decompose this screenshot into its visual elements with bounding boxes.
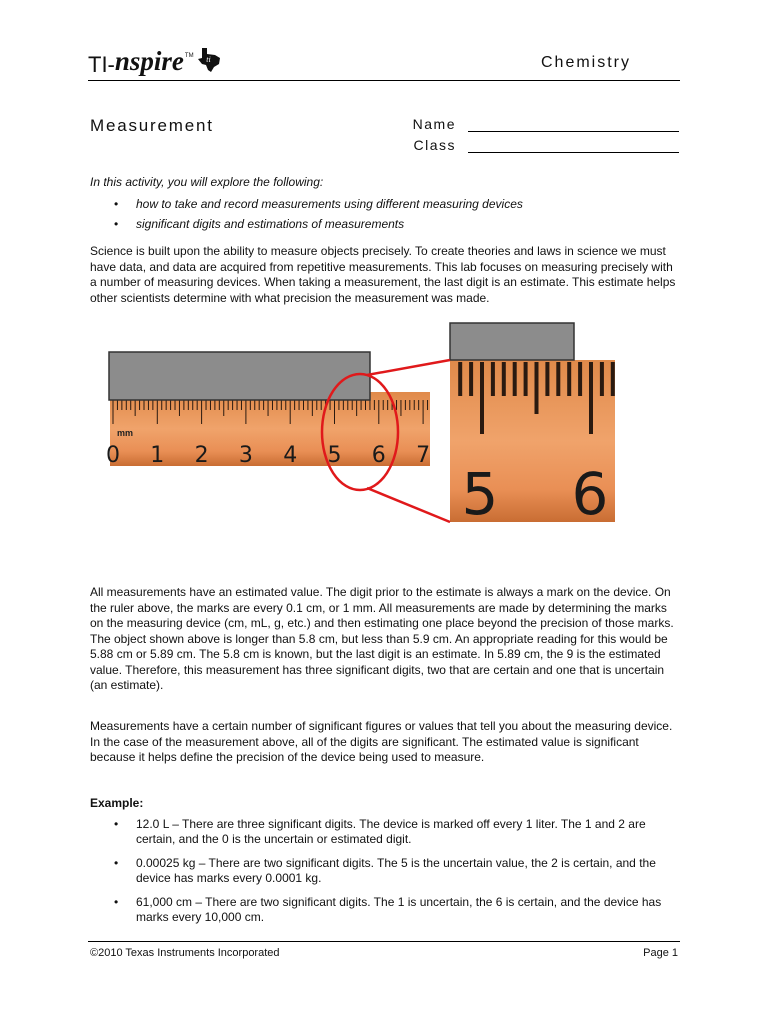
bullet-icon: • [114,197,119,211]
zoom-ruler-tick [545,362,549,396]
zoom-ruler-tick [535,362,539,414]
zoom-ruler-tick [578,362,582,396]
ti-nspire-logo [88,44,222,84]
zoom-ruler-tick [556,362,560,396]
bullet-icon: • [114,895,119,909]
footer-page-number: Page 1 [643,947,678,959]
zoom-ruler-tick [458,362,462,396]
class-field[interactable] [468,152,679,153]
zoom-ruler-tick [513,362,517,396]
paragraph-intro: Science is built upon the ability to measure objects precisely. To create theories and laws in science we must have data, and data are acquired from repetitive measurements. This lab focuses on measuring precisely with a number of measuring devices. When taking a measurement, the last digit is an estimate. This estimate helps other scientists determine with what precision the measurement was made. [90,244,676,305]
name-label: Name [412,116,456,132]
ruler-number: 5 [327,443,342,468]
page-title: Measurement [90,116,214,135]
zoom-ruler-tick [469,362,473,396]
zoom-connector-bottom [367,488,450,522]
intro-bullet [114,217,405,231]
ruler-number: 4 [283,443,298,468]
brand-nspire: nspire [114,46,184,76]
paragraph-estimation: All measurements have an estimated value. The digit prior to the estimate is always a mark on the device. On the ruler above, the marks are every 0.1 cm, or 1 mm. All measurements are made by determining the marks on the measuring device (cm, mL, g, etc.) and then estimating one place beyond the precision of those marks. The object shown above is longer than 5.8 cm, but less than 5.9 cm. An appropriate reading for this would be 5.88 cm or 5.89 cm. The 5.8 cm is known, but the last digit is an estimate. In 5.89 cm, the 9 is the estimated value. Therefore, this measurement has three significant digits, two that are certain and one that is uncertain (an estimate). [90,585,674,692]
footer-copyright: ©2010 Texas Instruments Incorporated [90,947,280,959]
svg-text:ti: ti [205,55,211,64]
header-divider [88,80,680,81]
zoom-connector-top [367,360,450,375]
zoom-ruler-tick [502,362,506,396]
zoom-ruler-tick [600,362,604,396]
zoom-ruler-tick [480,362,484,434]
example-item-text: 61,000 cm – There are two significant digits. The 1 is uncertain, the 6 is certain, and the device has marks every 10,000 cm. [136,895,662,924]
ruler-figure [105,320,625,525]
example-item-text: 0.00025 kg – There are two significant digits. The 5 is the uncertain value, the 2 is certain, and the device has marks every 0.0001 kg. [136,856,656,885]
brand-trademark: TM [184,53,194,59]
ruler-number: 1 [150,443,165,468]
zoom-ruler-tick [567,362,571,396]
ruler-number: 0 [106,443,120,468]
example-heading: Example: [90,796,144,810]
bullet-icon: • [114,817,119,831]
intro-bullet-text: how to take and record measurements using different measuring devices [136,197,523,211]
example-item [114,856,681,886]
intro-lead: In this activity, you will explore the following: [90,175,324,189]
ruler-number: 6 [371,443,386,468]
zoom-ruler-tick [491,362,495,396]
ruler-number: 3 [238,443,253,468]
name-field[interactable] [468,131,679,132]
zoom-ruler-tick [611,362,615,396]
zoom-ruler-tick [524,362,528,396]
example-item [114,817,681,847]
zoom-number: 6 [571,460,609,525]
intro-bullet [114,197,523,211]
class-label: Class [413,137,456,153]
brand-ti: TI- [88,52,115,77]
zoom-ruler-tick [589,362,593,434]
footer-divider [88,941,680,942]
bullet-icon: • [114,217,119,231]
texas-state-logo-icon [196,47,222,73]
bullet-icon: • [114,856,119,870]
ruler-number: 2 [194,443,209,468]
example-item-text: 12.0 L – There are three significant digits. The device is marked off every 1 liter. The 1 and 2 are certain, and the 0 is the uncertain or estimated digit. [136,817,646,846]
subject-label: Chemistry [540,54,631,71]
paragraph-significant-figures: Measurements have a certain number of significant figures or values that tell you about the measuring device. In the case of the measurement above, all of the digits are significant. The estimated value is significant because it helps define the precision of the device being used to measure. [90,719,673,764]
zoom-measured-object [450,323,574,360]
example-item [114,895,681,925]
ruler-number: 7 [416,443,431,468]
ruler-unit-label: mm [117,428,134,438]
zoom-number: 5 [461,460,499,525]
intro-bullet-text: significant digits and estimations of measurements [136,217,405,231]
